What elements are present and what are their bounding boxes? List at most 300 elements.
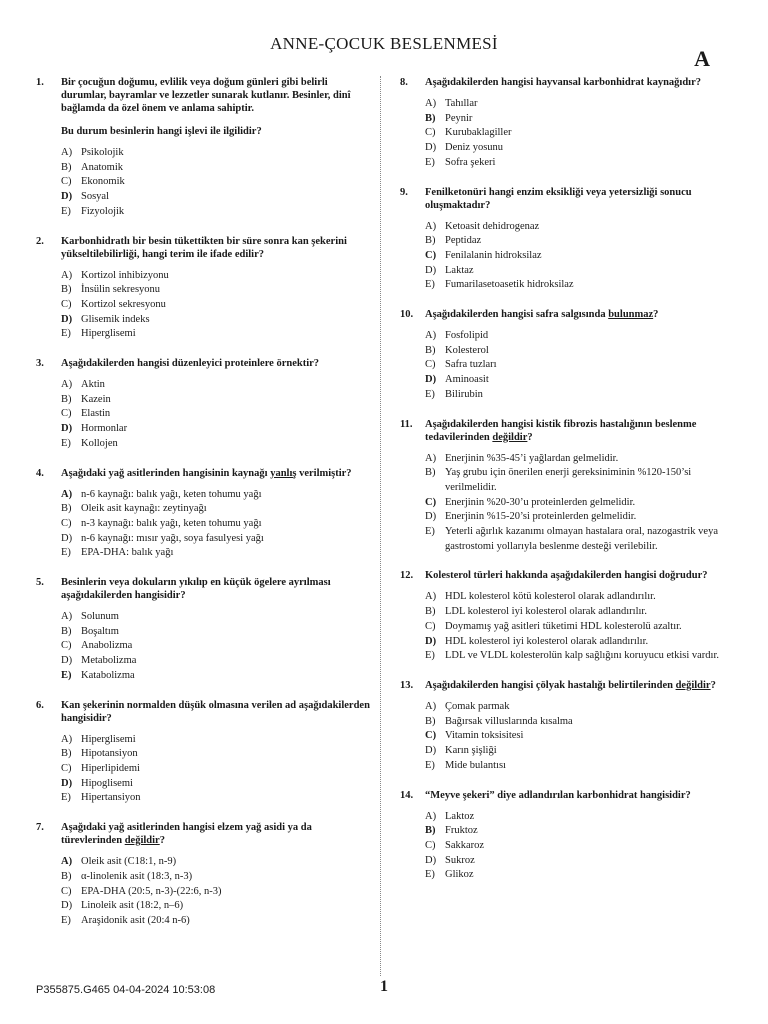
option-text: Kortizol sekresyonu [81, 298, 166, 310]
answer-option [61, 654, 371, 669]
option-text: n-6 kaynağı: mısır yağı, soya fasulyesi yağı [81, 532, 264, 544]
answer-option [425, 278, 740, 293]
option-text: Boşaltım [81, 625, 119, 637]
option-text: Glikoz [445, 869, 474, 881]
question-text [61, 821, 371, 847]
answer-option [425, 329, 740, 344]
answer-option [425, 649, 740, 664]
answer-option [425, 220, 740, 235]
question-heading [400, 569, 740, 582]
question-heading [400, 789, 740, 802]
option-text: Katabolizma [81, 669, 135, 681]
answer-options [425, 452, 740, 555]
question-number: 4. [36, 467, 44, 479]
option-text: Hormonlar [81, 423, 128, 435]
answer-option [61, 378, 371, 393]
answer-option [61, 885, 371, 900]
option-letter: A) [425, 452, 437, 464]
answer-options [61, 269, 371, 343]
question-text [425, 418, 740, 444]
option-letter: B) [425, 715, 436, 727]
question-text [425, 679, 740, 692]
answer-option [61, 914, 371, 929]
option-letter: E) [61, 792, 71, 804]
question-text-part: ? [653, 309, 659, 321]
option-text: Anatomik [81, 161, 123, 173]
question-text: Aşağıdakilerden hangisi düzenleyici proteinlere örnektir? [61, 358, 320, 370]
question-number: 6. [36, 699, 44, 711]
answer-option [425, 112, 740, 127]
option-text: Metabolizma [81, 655, 137, 667]
option-letter: D) [425, 745, 437, 757]
option-letter: C) [61, 885, 72, 897]
answer-option [425, 249, 740, 264]
question-number: 3. [36, 358, 44, 370]
question-text-part: Aşağıdakilerden hangisi çölyak hastalığı belirtilerinden [425, 679, 676, 691]
option-letter: E) [61, 205, 71, 217]
question-number: 2. [36, 235, 44, 247]
option-text: Glisemik indeks [81, 313, 150, 325]
question-heading [36, 699, 371, 725]
option-letter: C) [425, 127, 436, 139]
answer-option [425, 126, 740, 141]
answer-option [425, 388, 740, 403]
question-text: “Meyve şekeri” diye adlandırılan karbonhidrat hangisidir? [425, 789, 691, 801]
option-letter: A) [61, 611, 73, 623]
answer-option [61, 747, 371, 762]
option-letter: C) [425, 730, 437, 742]
question-text [61, 467, 371, 480]
option-letter: B) [425, 606, 436, 618]
option-text: n-6 kaynağı: balık yağı, keten tohumu yağı [81, 488, 262, 500]
page-title: ANNE-ÇOCUK BESLENMESİ [270, 34, 498, 53]
option-letter: A) [61, 856, 73, 868]
answer-option [425, 590, 740, 605]
question-text: Aşağıdakilerden hangisi hayvansal karbonhidrat kaynağıdır? [425, 77, 701, 88]
option-text: Peynir [445, 112, 473, 124]
option-text: Ketoasit dehidrogenaz [445, 220, 540, 232]
option-letter: D) [61, 532, 73, 544]
answer-option [425, 466, 740, 495]
option-letter: A) [425, 700, 437, 712]
answer-option [61, 327, 371, 342]
option-letter: B) [61, 161, 72, 173]
answer-option [61, 625, 371, 640]
option-letter: B) [425, 467, 436, 479]
question-text-part: Aşağıdakilerden hangisi kistik fibrozis hastalığının beslenme tedavilerinden [425, 418, 697, 443]
answer-option [61, 393, 371, 408]
answer-options [61, 855, 371, 929]
question-number: 14. [400, 789, 414, 801]
option-text: Deniz yosunu [445, 142, 504, 154]
question-heading [400, 186, 740, 212]
option-letter: A) [61, 147, 73, 158]
option-letter: D) [425, 374, 437, 386]
question-number: 7. [36, 822, 44, 834]
option-text: Hipoglisemi [81, 777, 133, 789]
answer-option [61, 610, 371, 625]
option-letter: D) [425, 142, 437, 154]
answer-options [425, 700, 740, 774]
answer-options [61, 378, 371, 452]
question-heading [36, 821, 371, 847]
option-letter: B) [425, 235, 436, 247]
answer-option [425, 729, 740, 744]
option-letter: C) [425, 496, 437, 508]
answer-option [425, 744, 740, 759]
option-text: Kortizol inhibizyonu [81, 269, 169, 281]
option-letter: D) [61, 655, 73, 667]
option-letter: C) [61, 517, 72, 529]
question-stem: Bu durum besinlerin hangi işlevi ile ilgilidir? [61, 126, 262, 137]
option-letter: A) [61, 269, 73, 281]
option-letter: E) [61, 328, 71, 340]
option-text: Yeterli ağırlık kazanımı olmayan hastalara oral, nazogastrik veya gastrostomi yollarıyla beslenme desteği verilebilir. [445, 526, 718, 552]
answer-option [61, 175, 371, 190]
option-letter: E) [61, 547, 71, 559]
answer-option [425, 620, 740, 635]
question-heading [36, 576, 371, 602]
question-text: Karbonhidratlı bir besin tükettikten bir süre sonra kan şekerini yükseltilebilirliği, hangi terim ile ifade edilir? [61, 235, 347, 260]
question-number: 5. [36, 577, 44, 589]
option-letter: A) [61, 733, 73, 745]
option-letter: C) [61, 298, 72, 310]
option-text: Fizyolojik [81, 205, 125, 217]
option-text: Oleik asit (C18:1, n-9) [81, 856, 177, 868]
question-text-part: ? [710, 679, 716, 691]
answer-options [425, 97, 740, 171]
option-text: Kazein [81, 393, 111, 405]
emphasized-word: bulunmaz [608, 309, 654, 321]
option-letter: E) [425, 388, 435, 400]
question-heading [36, 235, 371, 261]
question-12 [400, 569, 740, 664]
question-text-part: Aşağıdakilerden hangisi safra salgısında [425, 309, 609, 321]
question-text: Kolesterol türleri hakkında aşağıdakilerden hangisi doğrudur? [425, 570, 708, 582]
option-text: Solunum [81, 611, 119, 623]
option-letter: E) [61, 669, 72, 681]
answer-option [425, 358, 740, 373]
option-text: Bilirubin [445, 388, 483, 400]
option-letter: A) [425, 591, 437, 603]
option-text: Hiperlipidemi [81, 762, 140, 774]
left-column [36, 76, 371, 944]
answer-option [425, 264, 740, 279]
option-text: Tahıllar [445, 98, 478, 109]
option-text: Enerjinin %15-20’si proteinlerden gelmelidir. [445, 511, 637, 523]
answer-option [61, 313, 371, 328]
option-text: Karın şişliği [445, 745, 497, 757]
answer-option [425, 156, 740, 171]
option-text: Aktin [81, 379, 105, 391]
question-text: Kan şekerinin normalden düşük olmasına verilen ad aşağıdakilerden hangisidir? [61, 699, 370, 724]
option-letter: D) [425, 854, 437, 866]
question-11 [400, 418, 740, 555]
answer-options [61, 610, 371, 684]
answer-option [425, 854, 740, 869]
answer-option [61, 546, 371, 561]
question-text [425, 308, 740, 321]
option-letter: B) [61, 503, 72, 515]
option-text: Kolesterol [445, 344, 489, 356]
option-letter: A) [425, 330, 437, 342]
option-letter: B) [425, 112, 436, 124]
answer-option [425, 839, 740, 854]
emphasized-word: yanlış [270, 467, 297, 479]
option-letter: B) [61, 870, 72, 882]
question-number: 13. [400, 679, 414, 691]
option-text: Hiperglisemi [81, 328, 136, 340]
answer-option [61, 437, 371, 452]
option-text: Fumarilasetoasetik hidroksilaz [445, 279, 574, 291]
option-text: Sakkaroz [445, 839, 485, 851]
option-letter: E) [425, 869, 435, 881]
answer-option [61, 161, 371, 176]
option-text: Hipertansiyon [81, 792, 141, 804]
answer-option [425, 759, 740, 774]
answer-option [61, 298, 371, 313]
answer-option [425, 141, 740, 156]
option-letter: D) [425, 635, 437, 647]
question-3 [36, 357, 371, 452]
option-text: Peptidaz [445, 235, 482, 247]
option-letter: A) [425, 220, 437, 232]
question-heading [36, 357, 371, 370]
option-text: HDL kolesterol kötü kolesterol olarak adlandırılır. [445, 591, 656, 603]
question-9 [400, 186, 740, 294]
question-heading [400, 76, 740, 89]
answer-option [61, 502, 371, 517]
question-number: 12. [400, 570, 414, 582]
question-number: 11. [400, 418, 413, 430]
answer-option [425, 715, 740, 730]
question-text-part: ? [159, 835, 165, 847]
question-7 [36, 821, 371, 929]
answer-option [61, 422, 371, 437]
option-text: Sukroz [445, 854, 475, 866]
answer-option [425, 635, 740, 650]
answer-option [425, 824, 740, 839]
option-text: n-3 kaynağı: balık yağı, keten tohumu yağı [81, 517, 262, 529]
option-letter: E) [425, 156, 435, 168]
question-number: 9. [400, 186, 408, 198]
answer-option [425, 234, 740, 249]
answer-option [425, 700, 740, 715]
answer-option [61, 899, 371, 914]
answer-option [61, 870, 371, 885]
answer-option [61, 488, 371, 503]
option-text: LDL ve VLDL kolesterolün kalp sağlığını koruyucu etkisi vardır. [445, 650, 720, 662]
question-13 [400, 679, 740, 774]
footer-code: P355875.G465 04-04-2024 10:53:08 [36, 984, 216, 996]
emphasized-word: değildir [675, 679, 711, 691]
answer-option [425, 97, 740, 112]
option-text: Kurubaklagiller [445, 127, 512, 139]
option-text: Safra tuzları [445, 359, 497, 371]
option-text: Psikolojik [81, 147, 124, 158]
option-text: Kollojen [81, 437, 118, 449]
option-letter: C) [425, 620, 436, 632]
question-5 [36, 576, 371, 684]
answer-option [61, 283, 371, 298]
option-text: Enerjinin %35-45’i yağlardan gelmelidir. [445, 452, 619, 464]
question-number: 1. [36, 77, 44, 88]
question-2 [36, 235, 371, 343]
booklet-letter: A [694, 46, 710, 71]
answer-options [61, 733, 371, 807]
question-number: 10. [400, 309, 414, 321]
option-text: Doymamış yağ asitleri tüketimi HDL kolesterolü azaltır. [445, 620, 682, 632]
answer-option [61, 205, 371, 220]
option-letter: D) [61, 191, 73, 203]
option-text: Yaş grubu için önerilen enerji gereksiniminin %120-150’si verilmelidir. [445, 467, 692, 493]
question-heading [36, 76, 371, 115]
page-number: 1 [380, 978, 388, 995]
option-text: Sofra şekeri [445, 156, 496, 168]
option-letter: D) [61, 777, 73, 789]
option-text: Laktaz [445, 264, 474, 276]
question-number: 8. [400, 77, 408, 88]
option-letter: B) [61, 748, 72, 760]
option-letter: D) [61, 313, 73, 325]
option-letter: B) [425, 344, 436, 356]
answer-option [61, 855, 371, 870]
answer-option [425, 605, 740, 620]
question-heading [400, 418, 740, 444]
option-letter: B) [61, 393, 72, 405]
option-text: Ekonomik [81, 176, 125, 188]
question-text-part: Aşağıdaki yağ asitlerinden hangisi elzem yağ asidi ya da türevlerinden [61, 822, 312, 847]
answer-options [425, 220, 740, 294]
question-heading [400, 308, 740, 321]
question-text-part: verilmiştir? [296, 467, 352, 479]
option-text: Vitamin toksisitesi [445, 730, 524, 742]
option-letter: C) [425, 249, 437, 261]
answer-option [61, 532, 371, 547]
option-letter: E) [61, 437, 71, 449]
question-text: Bir çocuğun doğumu, evlilik veya doğum günleri gibi belirli durumlar, bayramlar ve lezzetler sunarak kutlanır. Besinler, dinî bağlamda da özel önem ve anlama sahiptir. [61, 77, 351, 114]
option-letter: C) [425, 359, 436, 371]
option-text: Araşidonik asit (20:4 n-6) [81, 914, 190, 926]
option-letter: C) [425, 839, 436, 851]
option-text: Enerjinin %20-30’u proteinlerden gelmelidir. [445, 496, 636, 508]
question-8 [400, 76, 740, 171]
answer-option [61, 517, 371, 532]
option-letter: C) [61, 762, 72, 774]
option-text: EPA-DHA (20:5, n-3)-(22:6, n-3) [81, 885, 222, 897]
answer-option [61, 407, 371, 422]
option-letter: D) [61, 900, 73, 912]
answer-option [61, 639, 371, 654]
option-text: Mide bulantısı [445, 759, 506, 771]
answer-option [61, 190, 371, 205]
answer-option [425, 344, 740, 359]
option-letter: C) [61, 408, 72, 420]
option-text: α-linolenik asit (18:3, n-3) [81, 870, 193, 882]
answer-option [61, 762, 371, 777]
option-letter: D) [425, 511, 437, 523]
question-6 [36, 699, 371, 807]
option-text: Elastin [81, 408, 111, 420]
option-letter: B) [61, 625, 72, 637]
answer-option [425, 373, 740, 388]
option-text: Sosyal [81, 191, 110, 203]
answer-option [425, 868, 740, 883]
answer-option [425, 525, 740, 554]
emphasized-word: değildir [124, 835, 160, 847]
question-10 [400, 308, 740, 403]
option-letter: D) [425, 264, 437, 276]
question-1 [36, 76, 371, 220]
option-text: Çomak parmak [445, 700, 510, 712]
option-text: Hipotansiyon [81, 748, 138, 760]
option-letter: A) [425, 98, 437, 109]
question-text: Besinlerin veya dokuların yıkılıp en küçük ögelere ayrılması aşağıdakilerden hangisidir? [61, 577, 331, 602]
answer-options [425, 329, 740, 403]
option-letter: A) [61, 379, 73, 391]
option-text: Hiperglisemi [81, 733, 136, 745]
option-text: HDL kolesterol iyi kolesterol olarak adlandırılır. [445, 635, 649, 647]
option-letter: B) [61, 284, 72, 296]
answer-option [61, 791, 371, 806]
option-letter: C) [61, 640, 72, 652]
option-letter: A) [61, 488, 73, 500]
emphasized-word: değildir [492, 431, 528, 443]
option-letter: E) [425, 650, 435, 662]
answer-option [61, 146, 371, 161]
column-divider [380, 76, 381, 976]
option-text: Laktoz [445, 810, 475, 822]
answer-options [61, 146, 371, 220]
option-letter: E) [425, 759, 435, 771]
answer-option [61, 269, 371, 284]
question-heading [400, 679, 740, 692]
option-text: Fenilalanin hidroksilaz [445, 249, 542, 261]
option-text: Bağırsak villuslarında kısalma [445, 715, 573, 727]
question-text-part: Aşağıdaki yağ asitlerinden hangisinin kaynağı [61, 467, 271, 479]
option-letter: B) [425, 825, 436, 837]
option-text: Linoleik asit (18:2, n–6) [81, 900, 184, 912]
answer-option [61, 669, 371, 684]
option-text: Aminoasit [445, 374, 489, 386]
option-text: Fosfolipid [445, 330, 489, 342]
option-text: İnsülin sekresyonu [81, 284, 161, 296]
option-text: Oleik asit kaynağı: zeytinyağı [81, 503, 207, 515]
question-heading [36, 467, 371, 480]
right-column [400, 76, 740, 898]
answer-option [425, 510, 740, 525]
question-4 [36, 467, 371, 562]
question-text: Fenilketonüri hangi enzim eksikliği veya yetersizliği sonucu oluşmaktadır? [425, 186, 692, 211]
option-letter: A) [425, 810, 437, 822]
answer-option [425, 496, 740, 511]
question-text-part: ? [527, 431, 533, 443]
answer-option [61, 733, 371, 748]
option-text: EPA-DHA: balık yağı [81, 547, 174, 559]
option-letter: E) [425, 279, 435, 291]
answer-option [425, 452, 740, 467]
option-text: Anabolizma [81, 640, 133, 652]
answer-option [425, 810, 740, 825]
option-letter: E) [61, 914, 71, 926]
option-text: Fruktoz [445, 825, 478, 837]
answer-option [61, 777, 371, 792]
option-letter: D) [61, 423, 73, 435]
option-letter: E) [425, 526, 435, 538]
option-letter: C) [61, 176, 72, 188]
question-14 [400, 789, 740, 884]
option-text: LDL kolesterol iyi kolesterol olarak adlandırılır. [445, 606, 647, 618]
